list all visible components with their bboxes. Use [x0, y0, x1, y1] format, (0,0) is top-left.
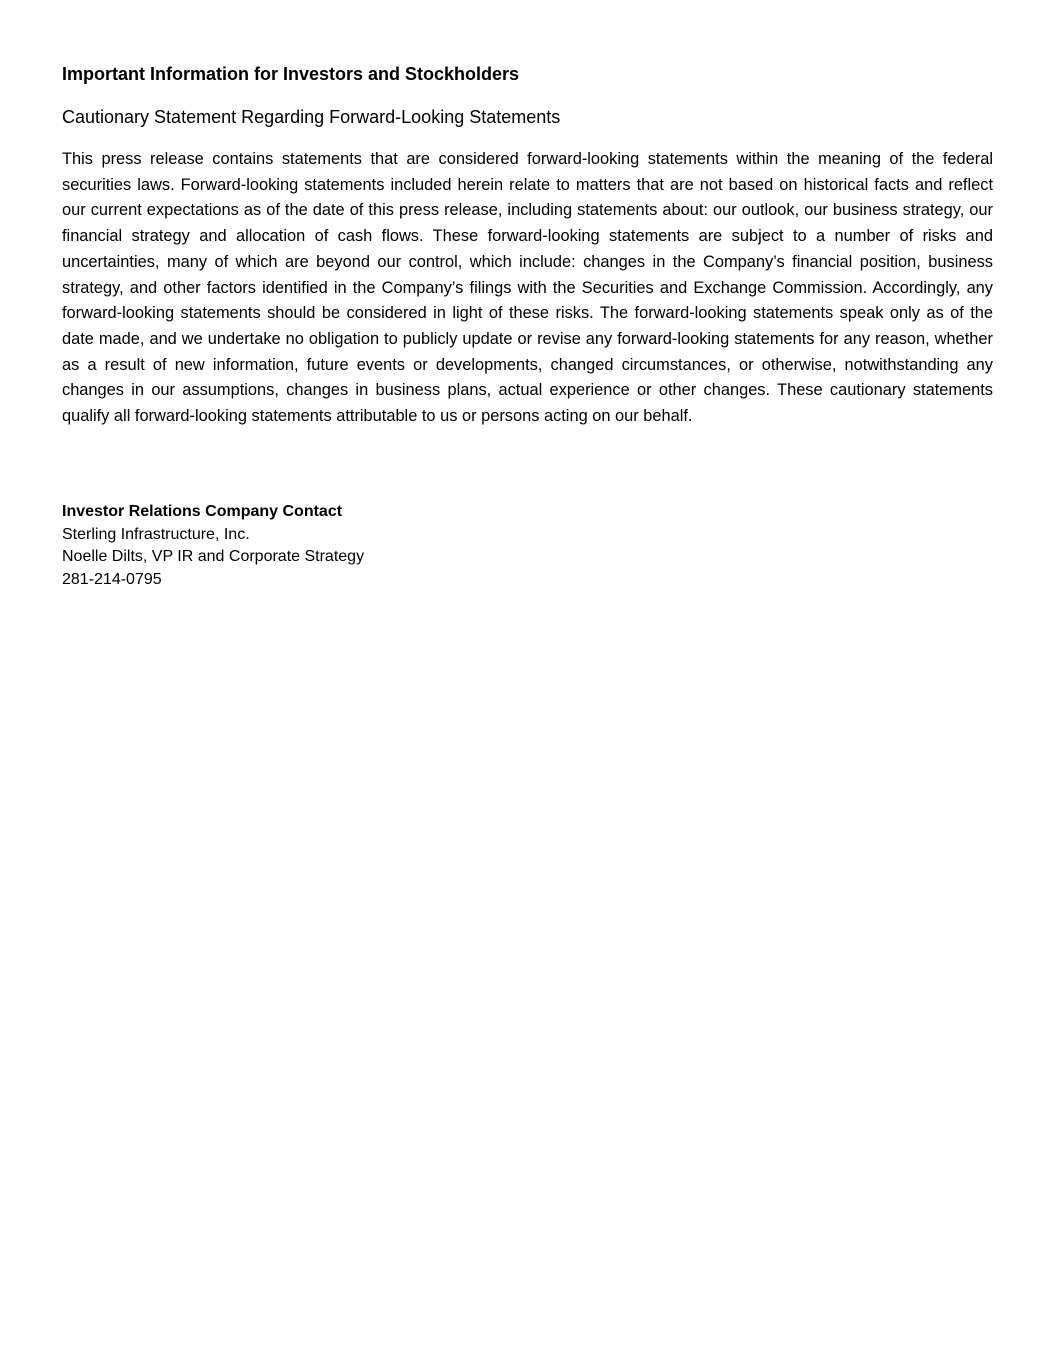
section-heading: Cautionary Statement Regarding Forward-Looking Statements — [62, 107, 561, 127]
contact-phone: 281-214-0795 — [62, 571, 162, 589]
contact-person: Noelle Dilts, VP IR and Corporate Strategy — [62, 548, 365, 566]
investor-contact-block — [62, 501, 662, 592]
contact-title: Investor Relations Company Contact — [62, 503, 343, 520]
page-title: Important Information for Investors and Stockholders — [62, 64, 520, 84]
forward-looking-statement-paragraph: This press release contains statements that are considered forward-looking statements within the meaning of the federal securities laws. Forward-looking statements included herein relate to matters that are not based on historical facts and reflect our current expectations as of the date of this press release, including statements about: our outlook, our business strategy, our financial strategy and allocation of cash flows. These forward-looking statements are subject to a number of risks and uncertainties, many of which are beyond our control, which include: changes in the Company’s financial position, business strategy, and other factors identified in the Company’s filings with the Securities and Exchange Commission. Accordingly, any forward-looking statements should be considered in light of these risks. The forward-looking statements speak only as of the date made, and we undertake no obligation to publicly update or revise any forward-looking statements for any reason, whether as a result of new information, future events or developments, changed circumstances, or otherwise, notwithstanding any changes in our assumptions, changes in business plans, actual experience or other changes. These cautionary statements qualify all forward-looking statements attributable to us or persons acting on our behalf. — [62, 150, 993, 426]
contact-company: Sterling Infrastructure, Inc. — [62, 525, 250, 543]
